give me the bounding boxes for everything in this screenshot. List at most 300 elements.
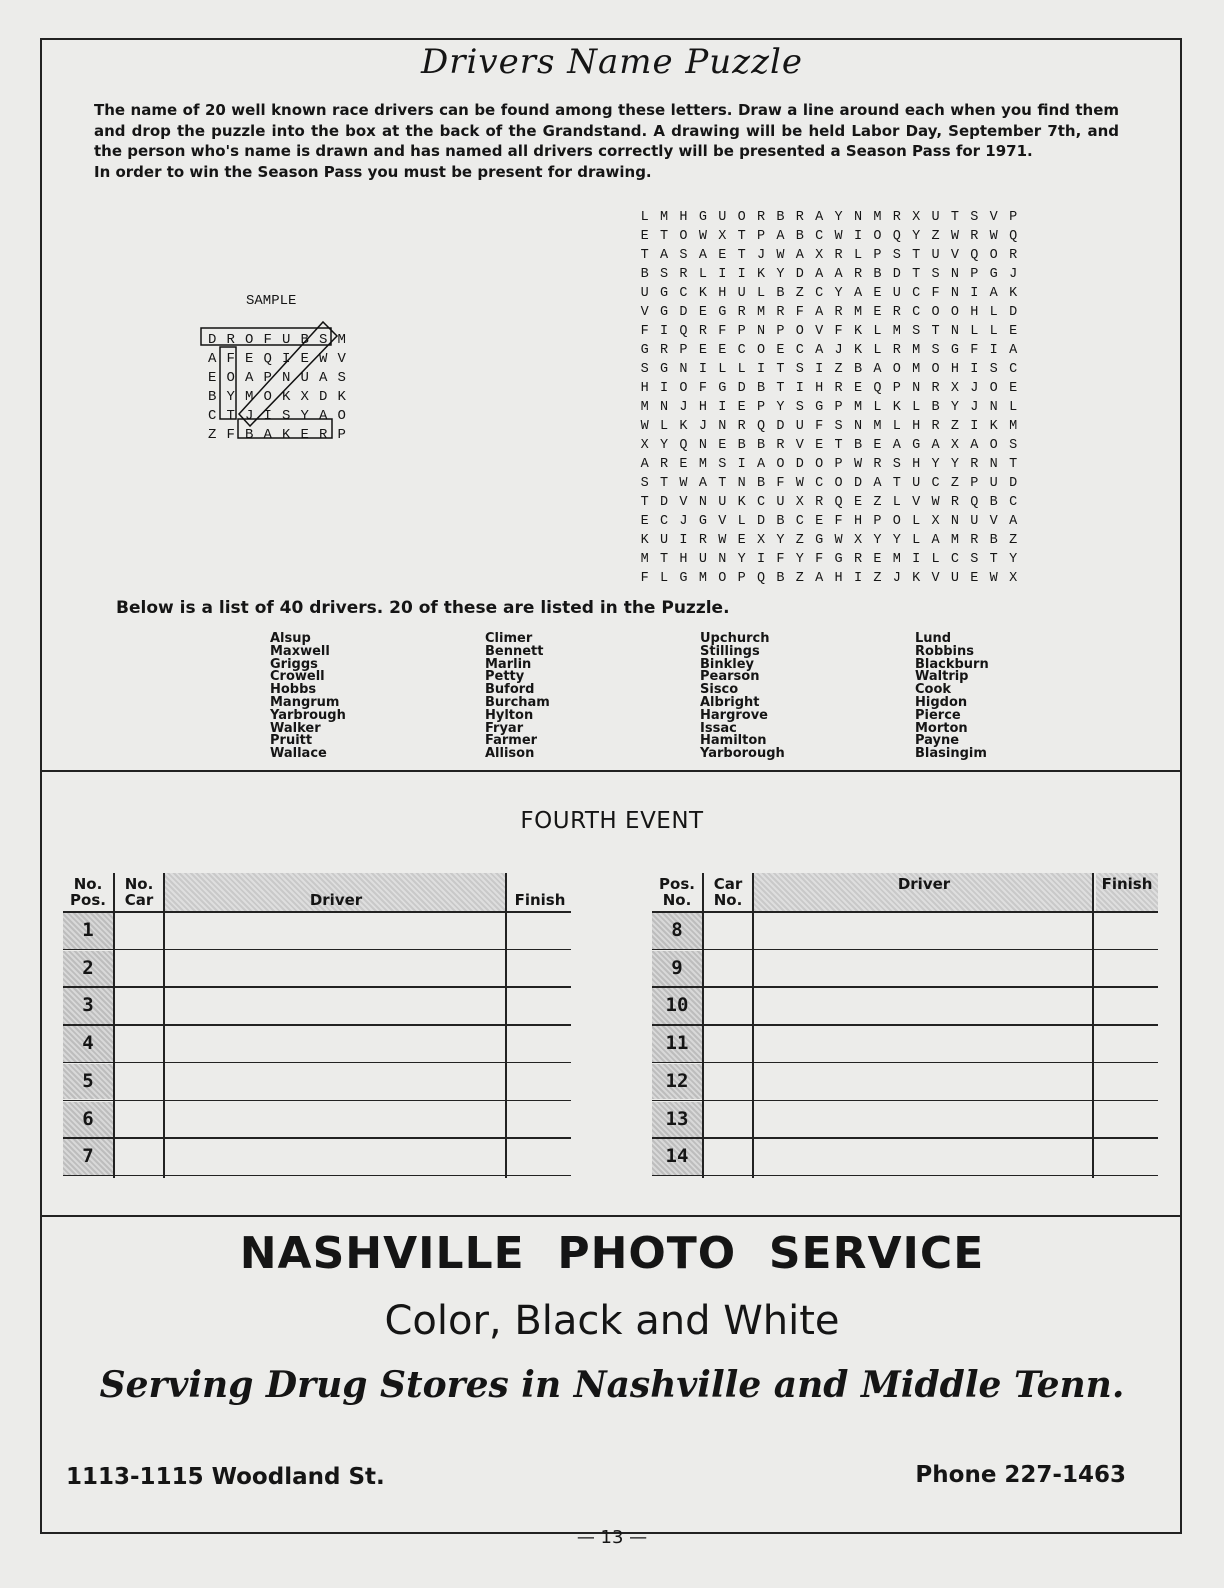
grid-letter: T: [226, 408, 235, 424]
driver-name: Farmer: [485, 733, 538, 749]
grid-letter: E: [873, 438, 882, 453]
grid-letter: L: [873, 324, 882, 339]
row-rule: [63, 949, 571, 951]
grid-letter: R: [319, 427, 328, 443]
grid-letter: A: [873, 362, 882, 377]
grid-letter: P: [337, 427, 346, 443]
grid-letter: W: [640, 419, 649, 434]
grid-letter: S: [970, 210, 979, 225]
driver-name: Cook: [915, 682, 952, 698]
grid-row: [635, 531, 1023, 550]
header-finish: Finish: [514, 891, 566, 909]
row-rule: [652, 986, 1158, 988]
grid-letter: E: [853, 381, 863, 396]
grid-letter: C: [208, 408, 217, 424]
grid-letter: B: [776, 286, 785, 301]
grid-letter: K: [1009, 286, 1018, 301]
grid-letter: C: [737, 343, 746, 358]
grid-letter: A: [1009, 343, 1018, 358]
grid-letter: L: [756, 286, 766, 301]
grid-letter: E: [718, 438, 727, 453]
grid-letter: D: [208, 332, 217, 348]
grid-letter: O: [679, 229, 688, 244]
grid-letter: R: [970, 533, 979, 548]
grid-row: [635, 284, 1023, 303]
grid-letter: D: [892, 267, 901, 282]
grid-letter: E: [300, 351, 309, 367]
position-number: 11: [652, 1026, 702, 1062]
grid-letter: Q: [756, 571, 766, 586]
grid-letter: T: [912, 248, 921, 263]
grid-letter: T: [640, 248, 649, 263]
grid-letter: L: [660, 571, 669, 586]
grid-letter: U: [718, 495, 727, 510]
grid-letter: O: [834, 476, 843, 491]
grid-letter: R: [660, 457, 669, 472]
grid-letter: S: [337, 370, 346, 386]
grid-letter: L: [989, 324, 998, 339]
grid-row: [635, 360, 1023, 379]
grid-letter: E: [640, 514, 649, 529]
grid-letter: M: [892, 324, 901, 339]
grid-letter: W: [698, 229, 707, 244]
grid-letter: W: [319, 351, 328, 367]
grid-letter: F: [815, 552, 824, 567]
grid-letter: W: [795, 476, 804, 491]
grid-letter: U: [300, 370, 309, 386]
grid-letter: G: [718, 381, 727, 396]
grid-letter: G: [950, 343, 959, 358]
grid-letter: G: [989, 267, 998, 282]
grid-letter: A: [698, 476, 707, 491]
grid-letter: T: [660, 229, 669, 244]
grid-letter: F: [970, 343, 979, 358]
grid-letter: X: [912, 210, 921, 225]
grid-letter: N: [853, 419, 863, 434]
grid-letter: C: [912, 305, 921, 320]
grid-letter: K: [912, 571, 921, 586]
grid-letter: K: [282, 427, 291, 443]
ad-tagline: Serving Drug Stores in Nashville and Middle Tenn.: [99, 1364, 1125, 1406]
grid-letter: B: [756, 476, 766, 491]
grid-letter: R: [660, 343, 669, 358]
grid-letter: J: [970, 400, 979, 415]
grid-letter: V: [640, 305, 649, 320]
driver-name: Petty: [485, 669, 525, 685]
grid-letter: O: [989, 438, 998, 453]
grid-letter: G: [660, 305, 669, 320]
grid-letter: E: [815, 438, 824, 453]
grid-letter: T: [931, 324, 940, 339]
grid-row: [635, 436, 1023, 455]
grid-letter: N: [989, 400, 998, 415]
grid-letter: R: [970, 457, 979, 472]
grid-letter: T: [912, 267, 921, 282]
grid-letter: E: [873, 286, 882, 301]
grid-letter: M: [337, 332, 346, 348]
driver-name: Morton: [915, 720, 968, 736]
driver-list-heading: Below is a list of 40 drivers. 20 of these are listed in the Puzzle.: [116, 598, 730, 618]
grid-letter: B: [853, 438, 863, 453]
grid-letter: R: [679, 267, 688, 282]
grid-row: [635, 303, 1023, 322]
grid-letter: C: [756, 495, 766, 510]
grid-letter: T: [718, 476, 727, 491]
row-rule: [63, 986, 571, 988]
grid-letter: L: [1009, 400, 1018, 415]
position-number: 3: [63, 988, 113, 1024]
grid-letter: M: [1009, 419, 1018, 434]
grid-letter: M: [950, 533, 959, 548]
grid-letter: N: [698, 495, 707, 510]
grid-letter: A: [640, 457, 649, 472]
grid-letter: U: [776, 495, 785, 510]
grid-letter: M: [698, 457, 707, 472]
driver-name: Marlin: [485, 656, 532, 672]
grid-letter: R: [834, 248, 843, 263]
driver-name: Climer: [485, 631, 533, 646]
grid-letter: I: [698, 362, 707, 377]
grid-letter: A: [263, 427, 272, 443]
grid-letter: W: [989, 229, 998, 244]
grid-letter: C: [815, 286, 824, 301]
grid-letter: P: [756, 229, 766, 244]
grid-letter: D: [1009, 305, 1018, 320]
grid-letter: M: [640, 400, 649, 415]
grid-letter: O: [931, 362, 940, 377]
grid-letter: L: [873, 400, 882, 415]
driver-name: Mangrum: [270, 694, 340, 710]
grid-letter: E: [698, 305, 707, 320]
grid-letter: T: [660, 476, 669, 491]
position-number: 10: [652, 988, 702, 1024]
grid-letter: A: [989, 286, 998, 301]
grid-letter: H: [834, 571, 843, 586]
driver-name: Bennett: [485, 643, 544, 659]
grid-letter: J: [679, 514, 688, 529]
grid-letter: E: [873, 305, 882, 320]
grid-letter: I: [853, 229, 863, 244]
grid-letter: N: [660, 400, 669, 415]
grid-letter: O: [737, 210, 746, 225]
grid-letter: N: [912, 381, 921, 396]
grid-letter: C: [1009, 495, 1018, 510]
grid-letter: G: [698, 514, 707, 529]
grid-letter: T: [1009, 457, 1018, 472]
grid-letter: O: [245, 332, 254, 348]
grid-letter: F: [834, 514, 843, 529]
grid-letter: Q: [263, 351, 272, 367]
grid-letter: E: [718, 248, 727, 263]
driver-name: Hamilton: [700, 733, 767, 749]
grid-letter: X: [640, 438, 649, 453]
grid-letter: P: [873, 248, 882, 263]
grid-letter: D: [1009, 476, 1018, 491]
grid-letter: J: [245, 408, 254, 424]
grid-letter: N: [698, 438, 707, 453]
grid-letter: W: [679, 476, 688, 491]
grid-letter: N: [282, 370, 291, 386]
grid-letter: J: [679, 400, 688, 415]
grid-letter: I: [660, 381, 669, 396]
grid-letter: I: [756, 362, 766, 377]
grid-letter: L: [640, 210, 649, 225]
grid-letter: A: [245, 370, 254, 386]
grid-letter: M: [873, 419, 882, 434]
grid-letter: O: [892, 362, 901, 377]
grid-letter: K: [853, 343, 863, 358]
grid-letter: A: [319, 370, 328, 386]
grid-letter: Y: [834, 210, 843, 225]
grid-row: [635, 341, 1023, 360]
grid-letter: V: [989, 514, 998, 529]
grid-letter: U: [737, 286, 746, 301]
grid-letter: K: [989, 419, 998, 434]
grid-letter: U: [970, 514, 979, 529]
position-number: 14: [652, 1139, 702, 1175]
grid-letter: G: [660, 286, 669, 301]
grid-letter: R: [815, 495, 824, 510]
row-rule: [63, 1100, 571, 1102]
grid-letter: F: [834, 324, 843, 339]
grid-letter: H: [912, 419, 921, 434]
grid-letter: K: [756, 267, 766, 282]
ad-phone: Phone 227-1463: [915, 1462, 1126, 1488]
driver-list-column-2: [485, 632, 550, 760]
grid-letter: T: [834, 438, 843, 453]
grid-letter: G: [718, 305, 727, 320]
grid-row: [635, 569, 1023, 588]
grid-letter: T: [776, 381, 785, 396]
grid-letter: P: [970, 476, 979, 491]
grid-letter: N: [718, 552, 727, 567]
grid-letter: L: [873, 343, 882, 358]
grid-letter: C: [815, 229, 824, 244]
grid-letter: S: [319, 332, 328, 348]
grid-letter: L: [892, 419, 901, 434]
grid-letter: B: [853, 362, 863, 377]
grid-letter: C: [660, 514, 669, 529]
grid-row: [635, 322, 1023, 341]
grid-letter: T: [989, 552, 998, 567]
grid-letter: B: [300, 332, 309, 348]
grid-letter: Y: [776, 267, 785, 282]
grid-row: [635, 474, 1023, 493]
grid-letter: A: [931, 438, 940, 453]
grid-letter: O: [950, 305, 959, 320]
grid-letter: U: [931, 248, 940, 263]
header-driver: Driver: [165, 873, 507, 911]
grid-letter: R: [834, 381, 843, 396]
grid-letter: Z: [950, 476, 959, 491]
grid-letter: B: [737, 438, 746, 453]
position-number: 8: [652, 913, 702, 949]
grid-letter: Y: [300, 408, 309, 424]
grid-letter: R: [737, 305, 746, 320]
grid-letter: F: [698, 381, 707, 396]
grid-letter: K: [282, 389, 291, 405]
grid-row: [635, 398, 1023, 417]
grid-letter: I: [815, 362, 824, 377]
grid-letter: D: [660, 495, 669, 510]
grid-letter: V: [795, 438, 804, 453]
grid-letter: Q: [873, 381, 882, 396]
grid-letter: J: [756, 248, 766, 263]
grid-letter: Z: [950, 419, 959, 434]
grid-letter: A: [815, 267, 824, 282]
grid-letter: X: [815, 248, 824, 263]
grid-letter: Y: [912, 229, 921, 244]
grid-letter: S: [795, 400, 804, 415]
grid-letter: O: [756, 343, 766, 358]
grid-letter: S: [834, 419, 843, 434]
grid-letter: E: [1009, 381, 1018, 396]
grid-letter: X: [756, 533, 766, 548]
grid-letter: Y: [660, 438, 669, 453]
grid-letter: R: [776, 305, 785, 320]
position-number: 7: [63, 1139, 113, 1175]
grid-letter: A: [319, 408, 328, 424]
grid-letter: S: [912, 324, 921, 339]
intro-paragraph: The name of 20 well known race drivers can be found among these letters. Draw a line around each when you find them and drop the puzzle into the box at the back of the Grandstand. A drawing will be held Labor Day, September 7th, and the person who's name is drawn and has named all drivers correctly will be presented a Season Pass for 1971.: [94, 101, 1119, 160]
grid-letter: W: [776, 248, 785, 263]
grid-letter: Q: [679, 324, 688, 339]
grid-letter: B: [208, 389, 217, 405]
grid-letter: P: [737, 571, 746, 586]
header-rule: [652, 911, 1158, 913]
driver-name: Alsup: [270, 631, 311, 646]
grid-letter: E: [679, 457, 688, 472]
grid-letter: R: [737, 419, 746, 434]
driver-name: Pierce: [915, 707, 961, 723]
grid-letter: D: [795, 457, 804, 472]
grid-letter: F: [640, 571, 649, 586]
grid-letter: Y: [873, 533, 882, 548]
grid-letter: C: [912, 286, 921, 301]
grid-letter: Q: [756, 419, 766, 434]
grid-letter: B: [776, 514, 785, 529]
grid-letter: L: [737, 514, 746, 529]
grid-letter: E: [776, 343, 785, 358]
grid-letter: A: [1009, 514, 1018, 529]
grid-letter: W: [950, 229, 959, 244]
grid-letter: E: [245, 351, 254, 367]
grid-letter: R: [853, 552, 863, 567]
grid-letter: H: [679, 210, 688, 225]
grid-row: [635, 246, 1023, 265]
grid-letter: E: [718, 343, 727, 358]
grid-letter: B: [795, 229, 804, 244]
grid-letter: Y: [950, 457, 959, 472]
grid-letter: B: [640, 267, 649, 282]
grid-letter: G: [679, 571, 688, 586]
section-divider-1: [40, 770, 1182, 772]
grid-letter: Z: [873, 495, 882, 510]
grid-letter: U: [989, 476, 998, 491]
grid-letter: V: [815, 324, 824, 339]
grid-letter: D: [737, 381, 746, 396]
grid-letter: R: [698, 533, 707, 548]
grid-letter: Q: [892, 229, 901, 244]
driver-name: Fryar: [485, 720, 524, 736]
grid-letter: S: [989, 362, 998, 377]
grid-letter: I: [756, 552, 766, 567]
driver-name: Hargrove: [700, 707, 769, 723]
puzzle-intro: [94, 100, 1119, 182]
grid-letter: D: [795, 267, 804, 282]
grid-letter: S: [660, 267, 669, 282]
driver-name: Albright: [700, 694, 760, 710]
word-search-grid: [635, 208, 1023, 588]
driver-name: Griggs: [270, 656, 318, 672]
grid-letter: D: [679, 305, 688, 320]
grid-letter: L: [912, 400, 921, 415]
driver-name: Burcham: [485, 694, 550, 710]
driver-name: Blackburn: [915, 656, 989, 672]
grid-letter: I: [912, 552, 921, 567]
grid-row: [635, 265, 1023, 284]
grid-letter: I: [282, 351, 291, 367]
grid-letter: F: [815, 419, 824, 434]
grid-letter: L: [912, 533, 921, 548]
grid-letter: H: [679, 552, 688, 567]
grid-letter: K: [337, 389, 346, 405]
grid-letter: C: [795, 514, 804, 529]
grid-letter: O: [776, 457, 785, 472]
grid-letter: G: [815, 400, 824, 415]
grid-letter: W: [834, 229, 843, 244]
grid-letter: N: [679, 362, 688, 377]
grid-letter: M: [640, 552, 649, 567]
grid-letter: X: [718, 229, 727, 244]
grid-letter: J: [1009, 267, 1018, 282]
grid-letter: G: [834, 552, 843, 567]
driver-name: Allison: [485, 746, 535, 762]
row-rule: [63, 1062, 571, 1064]
grid-letter: C: [931, 476, 940, 491]
grid-letter: V: [679, 495, 688, 510]
driver-name: Stillings: [700, 643, 760, 659]
grid-letter: I: [718, 267, 727, 282]
grid-letter: I: [660, 324, 669, 339]
grid-letter: T: [660, 552, 669, 567]
grid-letter: F: [776, 552, 785, 567]
grid-letter: E: [873, 552, 882, 567]
grid-letter: O: [931, 305, 940, 320]
grid-letter: H: [950, 362, 959, 377]
results-table-left: [63, 873, 571, 1178]
grid-letter: Y: [776, 400, 785, 415]
driver-name: Hobbs: [270, 682, 317, 698]
driver-name: Crowell: [270, 669, 325, 685]
grid-letter: J: [892, 571, 901, 586]
grid-letter: G: [815, 533, 824, 548]
grid-letter: A: [873, 476, 882, 491]
driver-name: Upchurch: [700, 631, 770, 646]
grid-letter: H: [698, 400, 707, 415]
grid-letter: Z: [208, 427, 217, 443]
driver-name: Pruitt: [270, 733, 313, 749]
grid-letter: S: [1009, 438, 1018, 453]
grid-letter: Y: [892, 533, 901, 548]
grid-row: [635, 227, 1023, 246]
grid-letter: I: [970, 419, 979, 434]
grid-letter: K: [640, 533, 649, 548]
grid-letter: X: [1009, 571, 1018, 586]
grid-letter: F: [931, 286, 940, 301]
driver-name: Buford: [485, 682, 535, 698]
grid-letter: X: [300, 389, 309, 405]
